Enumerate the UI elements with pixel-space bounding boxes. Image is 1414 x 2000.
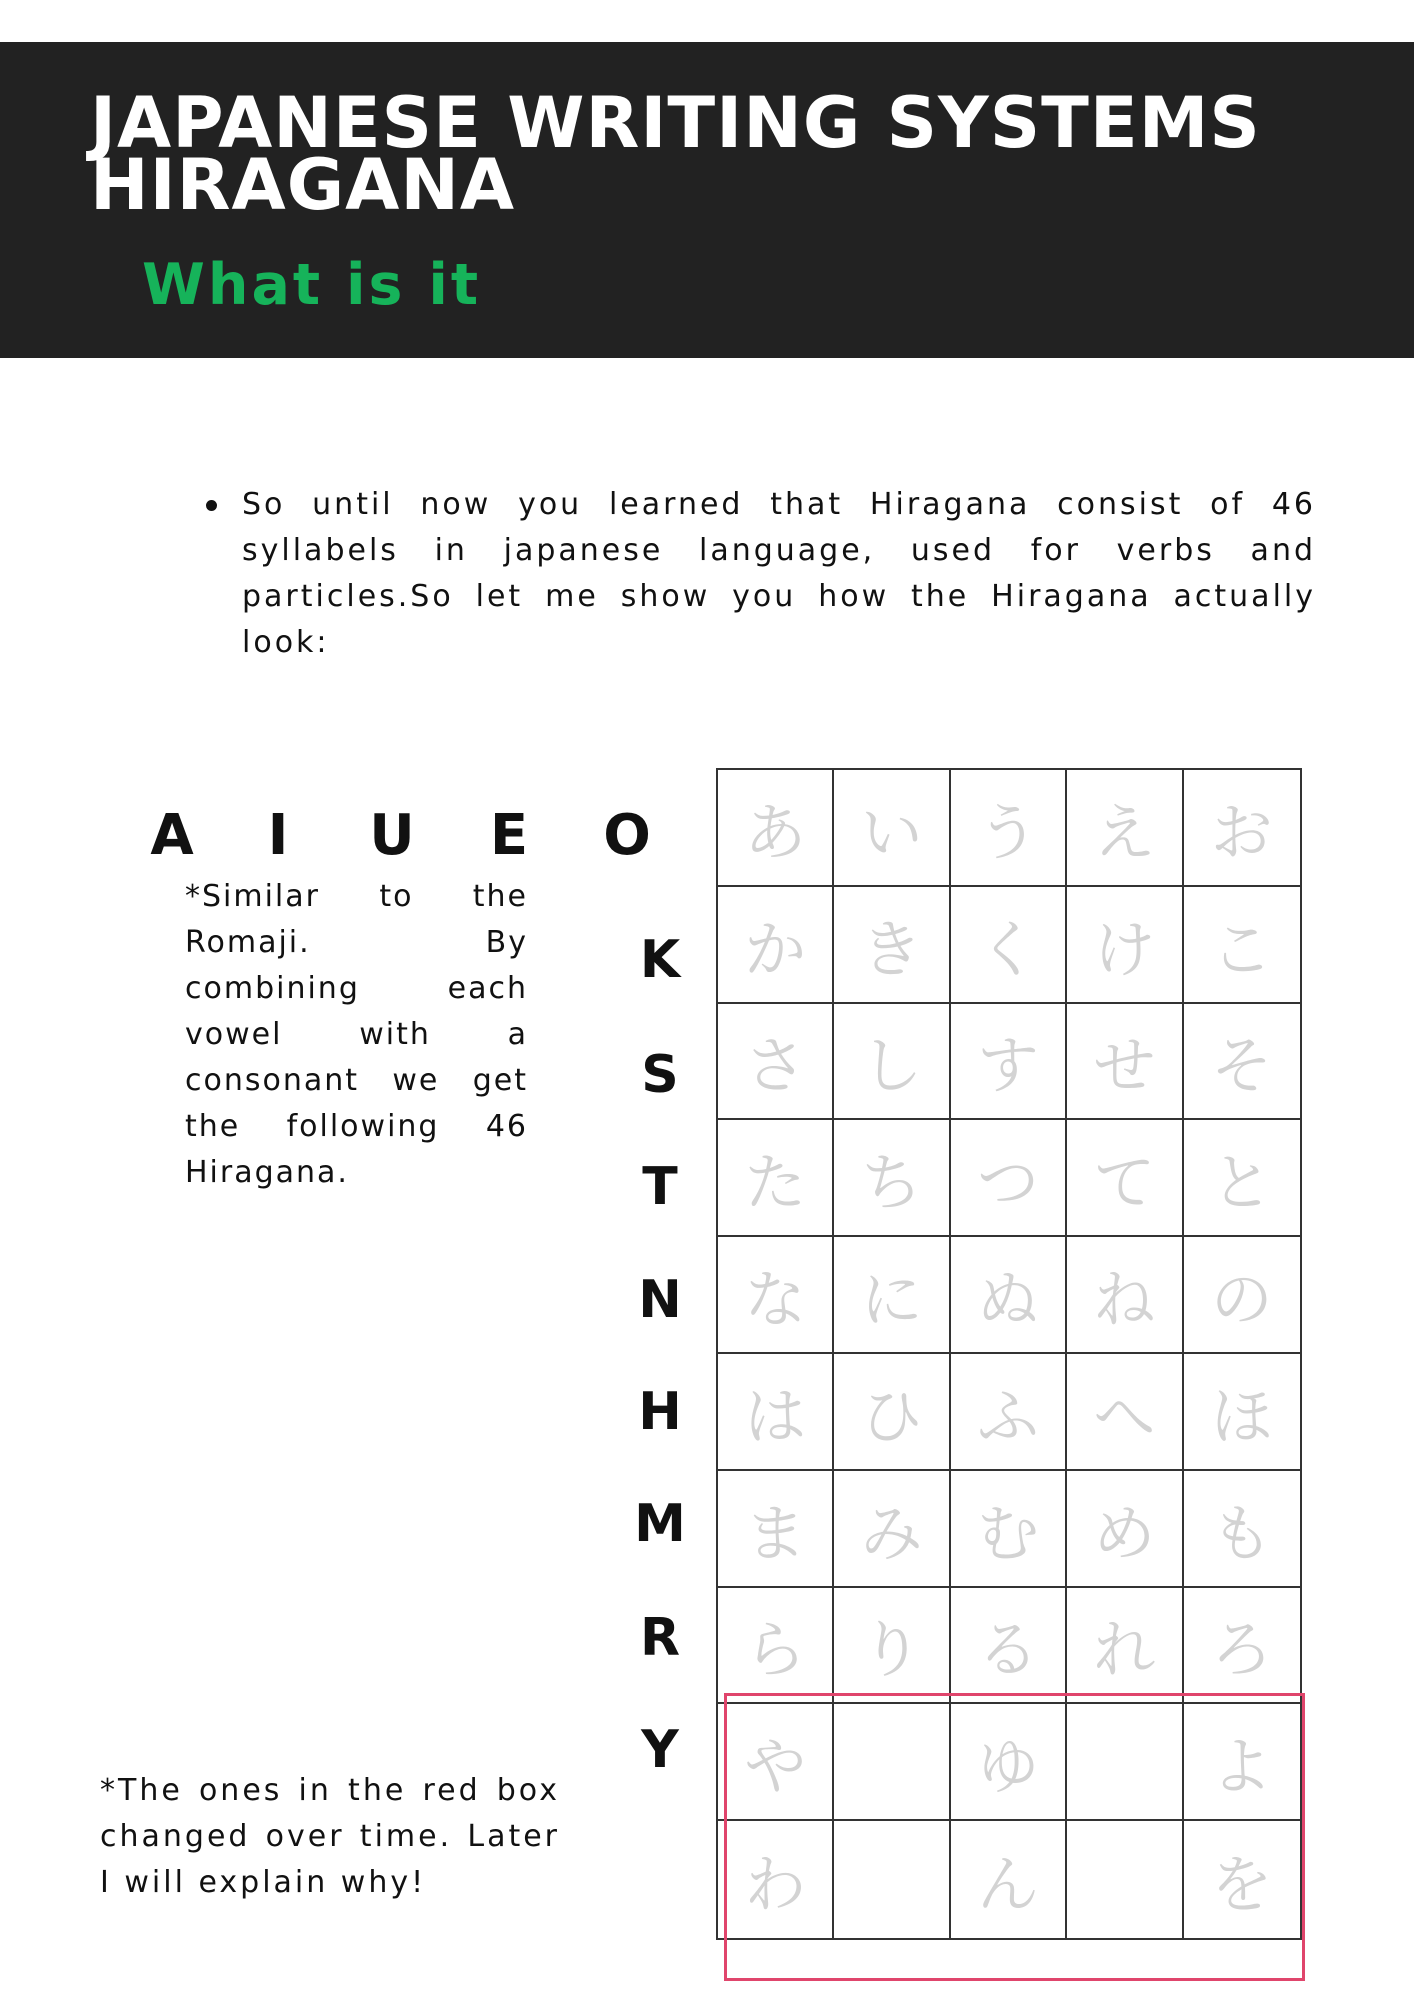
kana-cell: け xyxy=(1067,887,1183,1004)
kana-cell: の xyxy=(1184,1237,1300,1354)
title-line-2: HIRAGANA xyxy=(90,144,516,226)
consonant-k: K xyxy=(639,930,681,990)
title-line-1: JAPANESE WRITING SYSTEMS xyxy=(90,82,1261,164)
similar-note: *Similar to the Romaji. By combining each vowel with a consonant we get the following 46 Hiragana. xyxy=(185,879,528,1190)
kana-cell: は xyxy=(718,1354,834,1471)
kana-cell: ま xyxy=(718,1471,834,1588)
kana-cell: ゆ xyxy=(951,1704,1067,1821)
consonant-s: S xyxy=(641,1045,679,1105)
kana-cell: し xyxy=(834,1004,950,1121)
vowel-a: A xyxy=(150,803,194,868)
kana-cell: そ xyxy=(1184,1004,1300,1121)
kana-cell: つ xyxy=(951,1120,1067,1237)
kana-cell: え xyxy=(1067,770,1183,887)
red-box-note: *The ones in the red box changed over time. Later I will explain why! xyxy=(100,1773,560,1900)
kana-cell: む xyxy=(951,1471,1067,1588)
consonant-t: T xyxy=(642,1157,678,1217)
consonant-m: M xyxy=(634,1494,686,1554)
consonant-y: Y xyxy=(641,1720,679,1780)
consonant-column xyxy=(620,0,700,2000)
kana-cell: と xyxy=(1184,1120,1300,1237)
kana-cell: て xyxy=(1067,1120,1183,1237)
bullet-icon xyxy=(206,500,217,511)
vowel-header-row xyxy=(138,800,678,872)
intro-list xyxy=(198,482,1316,666)
vowel-o: O xyxy=(603,803,651,868)
kana-cell: い xyxy=(834,770,950,887)
kana-cell: れ xyxy=(1067,1588,1183,1705)
vowel-e: E xyxy=(489,803,529,868)
intro-text: So until now you learned that Hiragana consist of 46 syllabels in japanese language, used for verbs and particles.So let me show you how the Hiragana actually look: xyxy=(242,487,1316,660)
kana-cell: お xyxy=(1184,770,1300,887)
kana-cell: ね xyxy=(1067,1237,1183,1354)
vowel-i: I xyxy=(267,803,289,868)
kana-cell: へ xyxy=(1067,1354,1183,1471)
intro-item xyxy=(198,482,1316,666)
kana-cell: も xyxy=(1184,1471,1300,1588)
kana-cell: ん xyxy=(951,1821,1067,1938)
consonant-h: H xyxy=(638,1382,682,1442)
kana-cell: さ xyxy=(718,1004,834,1121)
kana-cell: わ xyxy=(718,1821,834,1938)
kana-cell: ほ xyxy=(1184,1354,1300,1471)
kana-cell: あ xyxy=(718,770,834,887)
kana-cell: す xyxy=(951,1004,1067,1121)
kana-cell: ひ xyxy=(834,1354,950,1471)
kana-cell: き xyxy=(834,887,950,1004)
kana-cell: り xyxy=(834,1588,950,1705)
consonant-n: N xyxy=(638,1270,682,1330)
kana-cell: よ xyxy=(1184,1704,1300,1821)
kana-cell: ら xyxy=(718,1588,834,1705)
kana-cell: た xyxy=(718,1120,834,1237)
kana-cell: ふ xyxy=(951,1354,1067,1471)
kana-cell: な xyxy=(718,1237,834,1354)
vowel-u: U xyxy=(369,803,415,868)
kana-cell: め xyxy=(1067,1471,1183,1588)
red-highlight-box xyxy=(724,1693,1305,1981)
kana-cell: こ xyxy=(1184,887,1300,1004)
kana-cell: か xyxy=(718,887,834,1004)
kana-cell: く xyxy=(951,887,1067,1004)
kana-cell: み xyxy=(834,1471,950,1588)
page-subtitle: What is it xyxy=(142,252,482,318)
kana-cell: を xyxy=(1210,1848,1273,1922)
kana-cell: う xyxy=(951,770,1067,887)
kana-cell: ろ xyxy=(1184,1588,1300,1705)
consonant-r: R xyxy=(639,1608,681,1668)
kana-cell: る xyxy=(951,1588,1067,1705)
kana-cell: せ xyxy=(1067,1004,1183,1121)
kana-cell: ぬ xyxy=(951,1237,1067,1354)
kana-cell: や xyxy=(718,1704,834,1821)
kana-cell: に xyxy=(834,1237,950,1354)
kana-cell: ち xyxy=(834,1120,950,1237)
